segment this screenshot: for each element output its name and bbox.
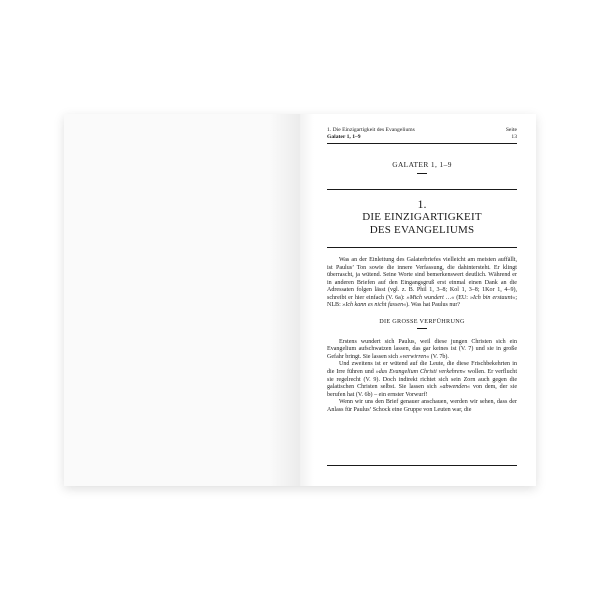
intro-paragraph — [327, 257, 517, 310]
intro-text-4: ). Was hat Paulus nur? — [406, 302, 461, 309]
footer-rule — [327, 465, 517, 466]
intro-quote-3: »Ich kann es nicht fassen« — [342, 302, 407, 309]
p3-quote-2: »abwenden« — [439, 384, 471, 391]
chapter-title-line1: DIE EINZIGARTIGKEIT — [362, 211, 482, 223]
p2-text-2: (V. 7b). — [429, 353, 449, 360]
p3-text-1: Und zweitens ist er wütend auf die Leute, die diese Frischbekehrten in die Irre führen und — [327, 361, 517, 376]
right-page — [300, 114, 536, 486]
intro-text-3: ; NLB: — [327, 294, 517, 309]
p3-quote-1: »das Evangelium Christi verkehren« — [375, 369, 466, 376]
header-rule — [327, 143, 517, 144]
book-spread — [64, 114, 536, 486]
p3-text-3: von dem, der sie berufen hat (V. 6b) – ein ernster Vorwurf! — [327, 384, 517, 398]
header-left — [327, 127, 415, 141]
chapter-bottom-rule — [327, 247, 517, 248]
subheading: DIE GROSSE VERFÜHRUNG — [379, 317, 465, 325]
subheading-short-rule — [417, 328, 427, 329]
intro-text-2: (EU: — [454, 294, 470, 301]
paragraph-3 — [327, 361, 517, 399]
p3-text-2: wollen. Er verflucht sie regelrecht (V. 9). Doch indirekt richtet sich sein Zorn auch gegen die galatischen Christen selbst. Sie lassen sich — [327, 369, 518, 391]
p2-text-1: Erstens wundert sich Paulus, weil diese jungen Christen sich ein Evangelium aufschwatzen lassen, das gar keines ist (V. 7) und sie in große Gefahr bringt. Sie lassen sich — [327, 338, 517, 360]
intro-text-1: Was an der Einleitung des Galaterbriefes vielleicht am meisten auffällt, ist Paulus’ Ton sowie die innere Verfassung, die dahintersteht. Er klingt überrascht, ja wütend. Seine Worte sind bemerkenswert deutlich. Während er in anderen Briefen auf den Eingangsgruß erst einmal einen Dank an die Adressaten folgen lässt (vgl. z. B. Phil 1, 3–8; Kol 1, 3–8; 1Kor 1, 4–9), schreibt er hier einfach (V. 6a): — [327, 257, 517, 301]
page-number: 13 — [511, 134, 517, 140]
running-header — [327, 127, 517, 141]
running-title: 1. Die Einzigartigkeit des Evangeliums — [327, 127, 415, 133]
section-title: GALATER 1, 1–9 — [392, 160, 452, 169]
left-page-blank — [64, 114, 300, 486]
chapter-top-rule — [327, 189, 517, 190]
p2-quote-1: »verwirren« — [399, 353, 430, 360]
chapter-title-line2: DES EVANGELIUMS — [369, 223, 475, 236]
running-passage: Galater 1, 1–9 — [327, 134, 361, 140]
paragraph-4: Wenn wir uns den Brief genauer anschauen, werden wir sehen, dass der Anlass für Paulus’ Schock eine Gruppe von Leuten war, die — [327, 399, 517, 413]
header-right — [506, 127, 517, 141]
chapter-number: 1. — [417, 197, 427, 211]
intro-quote-1: »Mich wundert …« — [406, 294, 455, 301]
gutter-shadow — [270, 114, 300, 486]
paragraph-2 — [327, 339, 517, 362]
page-label: Seite — [505, 127, 517, 133]
page-content — [327, 127, 517, 414]
section-short-rule — [417, 173, 427, 174]
intro-quote-2: »Ich bin erstaunt« — [469, 294, 516, 301]
gutter-shadow-right — [300, 114, 314, 486]
